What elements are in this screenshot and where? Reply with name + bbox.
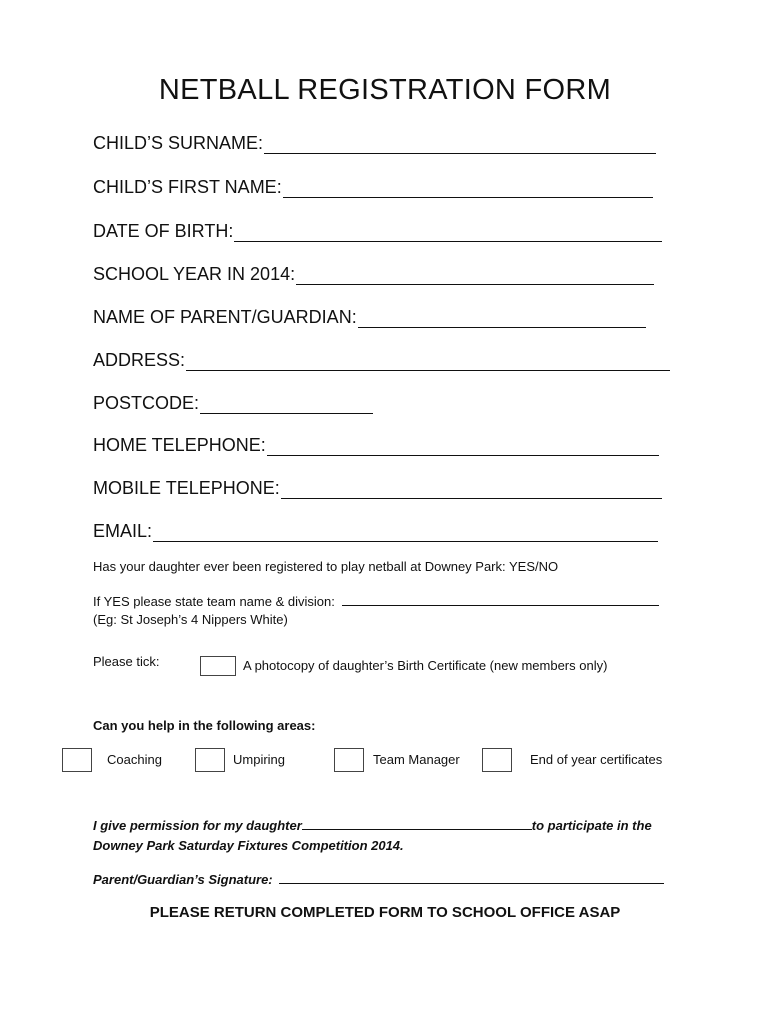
email-input-line[interactable] xyxy=(153,523,658,542)
permission-suffix: to participate in the xyxy=(531,818,652,833)
date-of-birth-label: DATE OF BIRTH: xyxy=(93,221,234,241)
birth-certificate-label: A photocopy of daughter’s Birth Certificate (new members only) xyxy=(243,658,608,673)
email-label: EMAIL: xyxy=(93,521,153,541)
help-heading: Can you help in the following areas: xyxy=(93,718,316,733)
end-of-year-certificates-checkbox[interactable] xyxy=(482,748,512,772)
email-field xyxy=(93,516,658,542)
postcode-input-line[interactable] xyxy=(200,395,373,414)
return-instructions: PLEASE RETURN COMPLETED FORM TO SCHOOL OFFICE ASAP xyxy=(149,904,621,921)
please-tick-label: Please tick: xyxy=(93,654,160,669)
team-manager-label: Team Manager xyxy=(373,752,460,767)
daughter-name-input-line[interactable] xyxy=(302,817,532,830)
coaching-checkbox[interactable] xyxy=(62,748,92,772)
permission-prefix: I give permission for my daughter xyxy=(93,818,302,833)
birth-certificate-checkbox[interactable] xyxy=(200,656,236,676)
previous-registration-question: Has your daughter ever been registered to play netball at Downey Park: YES/NO xyxy=(93,559,559,574)
end-of-year-certificates-label: End of year certificates xyxy=(530,752,663,767)
form-title: NETBALL REGISTRATION FORM xyxy=(158,74,612,106)
school-year-label: SCHOOL YEAR IN 2014: xyxy=(93,264,296,284)
address-label: ADDRESS: xyxy=(93,350,186,370)
team-input-line[interactable] xyxy=(342,593,659,606)
first-name-label: CHILD’S FIRST NAME: xyxy=(93,177,282,197)
home-telephone-field xyxy=(93,430,659,456)
home-telephone-label: HOME TELEPHONE: xyxy=(93,435,266,455)
mobile-telephone-input-line[interactable] xyxy=(281,480,662,499)
signature-label: Parent/Guardian’s Signature: xyxy=(93,872,273,887)
first-name-field xyxy=(93,172,653,198)
team-prompt-row xyxy=(93,593,659,609)
mobile-telephone-field xyxy=(93,473,662,499)
address-input-line[interactable] xyxy=(186,352,670,371)
school-year-field xyxy=(93,259,654,285)
parent-name-input-line[interactable] xyxy=(358,309,646,328)
team-manager-checkbox[interactable] xyxy=(334,748,364,772)
first-name-input-line[interactable] xyxy=(283,179,653,198)
permission-line-2: Downey Park Saturday Fixtures Competition 2014. xyxy=(93,838,404,853)
mobile-telephone-label: MOBILE TELEPHONE: xyxy=(93,478,280,498)
coaching-label: Coaching xyxy=(107,752,162,767)
parent-name-field xyxy=(93,302,646,328)
team-example: (Eg: St Joseph’s 4 Nippers White) xyxy=(93,612,288,627)
address-field xyxy=(93,345,670,371)
date-of-birth-field xyxy=(93,216,662,242)
surname-label: CHILD’S SURNAME: xyxy=(93,133,264,153)
umpiring-label: Umpiring xyxy=(233,752,286,767)
date-of-birth-input-line[interactable] xyxy=(234,223,662,242)
parent-name-label: NAME OF PARENT/GUARDIAN: xyxy=(93,307,357,327)
postcode-field xyxy=(93,388,373,414)
home-telephone-input-line[interactable] xyxy=(267,437,659,456)
umpiring-checkbox[interactable] xyxy=(195,748,225,772)
postcode-label: POSTCODE: xyxy=(93,393,200,413)
team-prompt-label: If YES please state team name & division: xyxy=(93,594,335,609)
school-year-input-line[interactable] xyxy=(296,266,654,285)
permission-row xyxy=(93,817,652,833)
signature-input-line[interactable] xyxy=(279,871,664,884)
signature-row xyxy=(93,871,664,887)
surname-input-line[interactable] xyxy=(264,135,656,154)
surname-field xyxy=(93,128,656,154)
